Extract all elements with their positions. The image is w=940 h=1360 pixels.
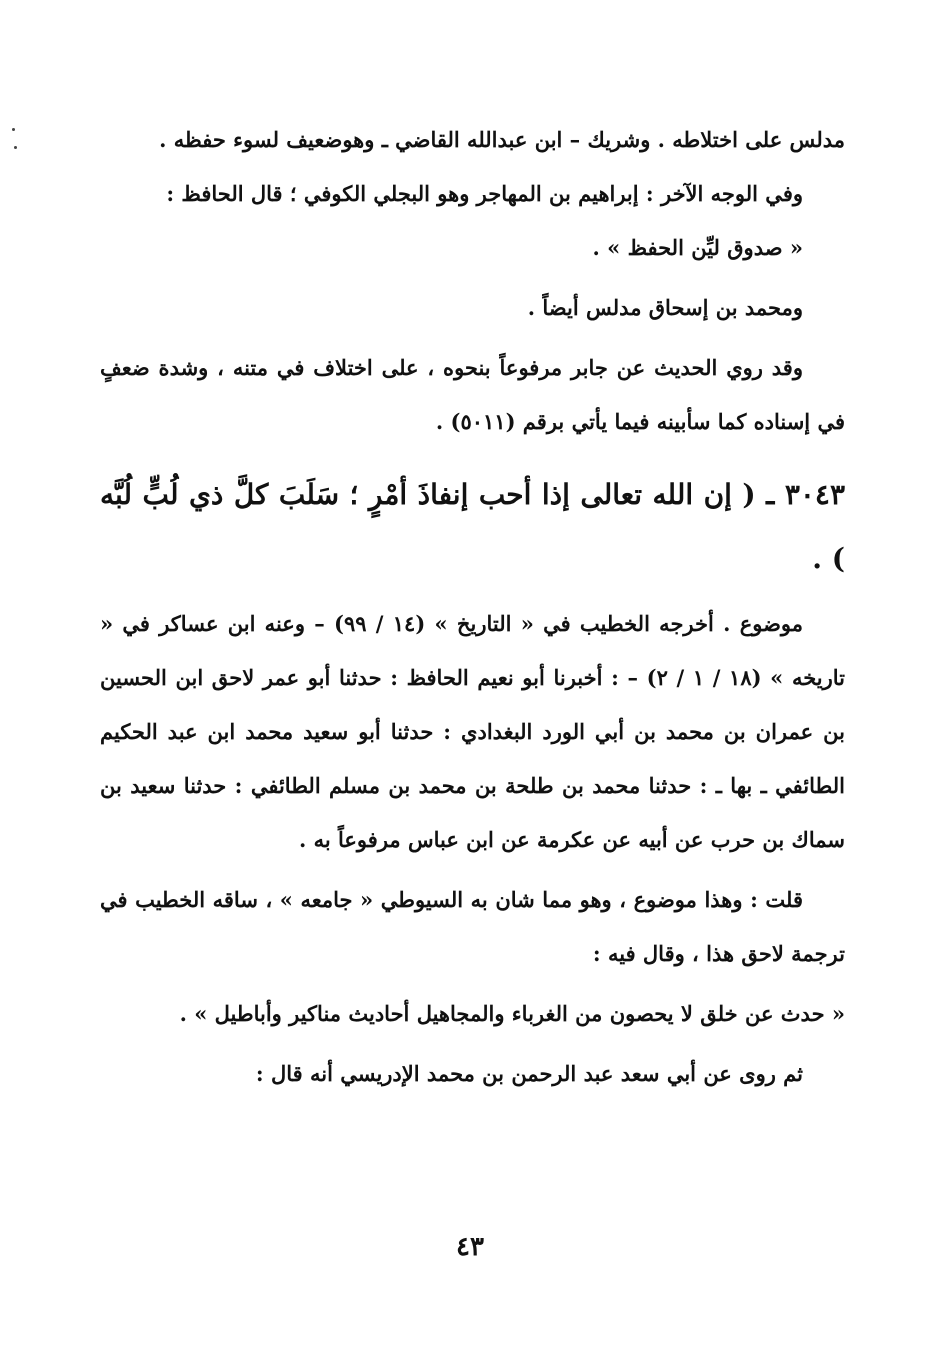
paragraph-1: مدلس على اختلاطه . وشريك – ابن عبدالله القاضي ـ وهوضعيف لسوء حفظه . (159, 127, 845, 152)
hadith-heading: ٣٠٤٣ ـ ( إن الله تعالى إذا أحب إنفاذَ أمْرٍ ؛ سَلَبَ كلَّ ذي لُبٍّ لُبَّه ) . (100, 478, 845, 575)
paragraph-3: « صدوق ليِّن الحفظ » . (592, 235, 803, 260)
paragraph-6: موضوع . أخرجه الخطيب في « التاريخ » (١٤ / ٩٩) – وعنه ابن عساكر في « تاريخه » (١٨ / ١ / ٢) – : أخبرنا أبو نعيم الحافظ : حدثنا أبو عمر لاحق ابن الحسين بن عمران بن محمد بن أبي الورد البغدادي : حدثنا أبو سعيد محمد ابن عبد الحكيم الطائفي ـ بها ـ : حدثنا محمد بن طلحة بن محمد بن مسلم الطائفي : حدثنا سعيد بن سماك بن حرب عن أبيه عن عكرمة عن ابن عباس مرفوعاً به . (100, 611, 845, 852)
paragraph-2: وفي الوجه الآخر : إبراهيم بن المهاجر وهو البجلي الكوفي ؛ قال الحافظ : (166, 181, 803, 206)
page-number: ٤٣ (456, 1232, 484, 1262)
paragraph-7: قلت : وهذا موضوع ، وهو مما شان به السيوطي « جامعه » ، ساقه الخطيب في ترجمة لاحق هذا ، وقال فيه : (100, 887, 845, 966)
paragraph-5: وقد روي الحديث عن جابر مرفوعاً بنحوه ، على اختلاف في متنه ، وشدة ضعفٍ في إسناده كما سأبينه فيما يأتي برقم (٥٠١١) . (100, 355, 845, 434)
paragraph-4: ومحمد بن إسحاق مدلس أيضاً . (527, 295, 803, 320)
quote-paragraph: « حدث عن خلق لا يحصون من الغرباء والمجاهيل أحاديث مناكير وأباطيل » . (179, 1001, 845, 1026)
paragraph-9: ثم روى عن أبي سعد عبد الرحمن بن محمد الإدريسي أنه قال : (255, 1061, 803, 1086)
scan-speck (12, 128, 15, 131)
scan-speck (14, 146, 17, 149)
main-text (100, 113, 845, 1101)
